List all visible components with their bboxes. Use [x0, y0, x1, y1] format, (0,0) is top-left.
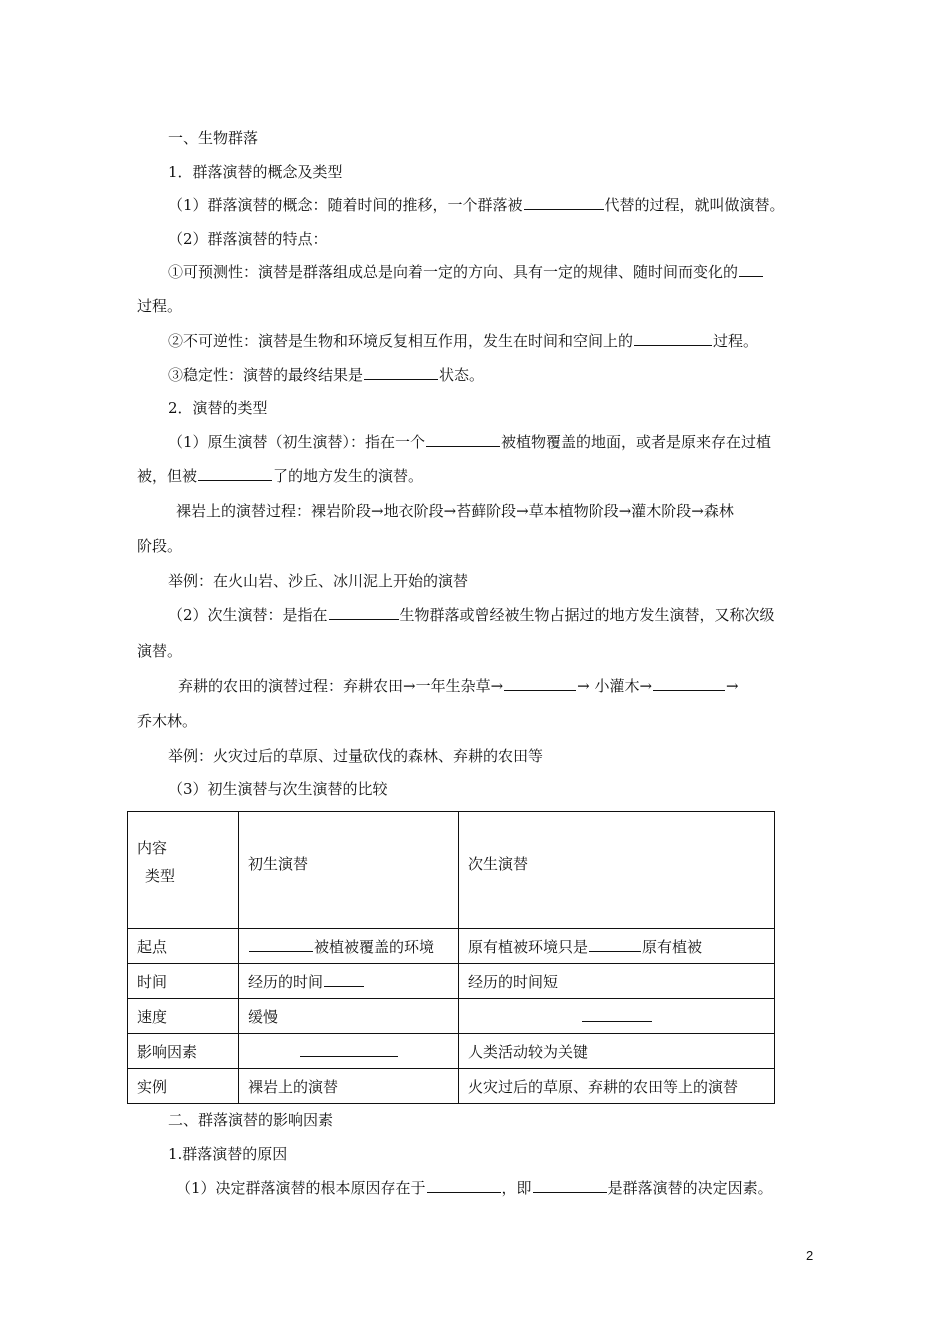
- fill-blank[interactable]: [504, 676, 576, 691]
- paragraph-secondary-cont: 演替。: [137, 642, 183, 660]
- subheading-concept-types: 1．群落演替的概念及类型: [168, 163, 343, 181]
- subheading-causes: 1.群落演替的原因: [168, 1145, 288, 1163]
- table-row: [128, 1069, 775, 1104]
- paragraph-stability: ③稳定性：演替的最终结果是 状态。: [168, 366, 485, 384]
- fill-blank[interactable]: [634, 331, 712, 346]
- paragraph-bare-rock: 裸岩上的演替过程：裸岩阶段→地衣阶段→苔藓阶段→草本植物阶段→灌木阶段→森林: [176, 502, 734, 520]
- row-label: 影响因素: [128, 1034, 239, 1069]
- fill-blank[interactable]: [589, 937, 641, 952]
- fill-blank[interactable]: [249, 937, 313, 952]
- paragraph-bare-rock-cont: 阶段。: [137, 537, 183, 555]
- cell-primary: 缓慢: [239, 999, 459, 1034]
- fill-blank[interactable]: [427, 1178, 501, 1193]
- fill-blank[interactable]: [324, 972, 364, 987]
- fill-blank[interactable]: [300, 1042, 398, 1057]
- cell-secondary: 原有植被环境只是 原有植被: [459, 929, 775, 964]
- fill-blank[interactable]: [198, 466, 272, 481]
- header-primary: 初生演替: [239, 812, 459, 929]
- paragraph-primary: （1）原生演替（初生演替）：指在一个 被植物覆盖的地面，或者是原来存在过植: [168, 433, 772, 451]
- table-header-row: [128, 812, 775, 929]
- fill-blank[interactable]: [426, 432, 500, 447]
- cell-primary: 裸岩上的演替: [239, 1069, 459, 1104]
- section-heading-2: 二、群落演替的影响因素: [168, 1111, 334, 1129]
- paragraph-example-1: 举例：在火山岩、沙丘、冰川泥上开始的演替: [168, 572, 469, 590]
- row-label: 时间: [128, 964, 239, 999]
- paragraph-compare: （3）初生演替与次生演替的比较: [168, 780, 388, 798]
- row-label: 实例: [128, 1069, 239, 1104]
- cell-primary: 被植被覆盖的环境: [239, 929, 459, 964]
- paragraph-example-2: 举例：火灾过后的草原、过量砍伐的森林、弃耕的农田等: [168, 747, 544, 765]
- paragraph-secondary: （2）次生演替：是指在 生物群落或曾经被生物占据过的地方发生演替，又称次级: [168, 606, 775, 624]
- paragraph-concept: （1）群落演替的概念：随着时间的推移，一个群落被 代替的过程，就叫做演替。: [168, 196, 785, 214]
- row-label: 速度: [128, 999, 239, 1034]
- fill-blank[interactable]: [739, 262, 763, 277]
- cell-secondary: 经历的时间短: [459, 964, 775, 999]
- cell-primary: 经历的时间: [239, 964, 459, 999]
- paragraph-traits: （2）群落演替的特点：: [168, 230, 328, 248]
- table-row: [128, 999, 775, 1034]
- paragraph-irreversibility: ②不可逆性：演替是生物和环境反复相互作用，发生在时间和空间上的 过程。: [168, 332, 759, 350]
- fill-blank[interactable]: [364, 365, 438, 380]
- paragraph-farmland: 弃耕的农田的演替过程：弃耕农田→一年生杂草→ → 小灌木→ →: [178, 677, 739, 695]
- subheading-succession-types: 2．演替的类型: [168, 399, 268, 417]
- fill-blank[interactable]: [533, 1178, 607, 1193]
- table-corner-cell: 内容 类型: [128, 812, 239, 929]
- table-row: [128, 929, 775, 964]
- cell-primary: [239, 1034, 459, 1069]
- fill-blank[interactable]: [582, 1007, 652, 1022]
- paragraph-predictability-cont: 过程。: [137, 297, 183, 315]
- cell-secondary: 火灾过后的草原、弃耕的农田等上的演替: [459, 1069, 775, 1104]
- row-label: 起点: [128, 929, 239, 964]
- fill-blank[interactable]: [524, 195, 604, 210]
- cell-secondary: [459, 999, 775, 1034]
- comparison-table: [127, 811, 775, 1104]
- header-secondary: 次生演替: [459, 812, 775, 929]
- section-heading-1: 一、生物群落: [168, 129, 259, 147]
- cell-secondary: 人类活动较为关键: [459, 1034, 775, 1069]
- page-number: 2: [806, 1248, 814, 1263]
- fill-blank[interactable]: [329, 605, 399, 620]
- paragraph-predictability: ①可预测性：演替是群落组成总是向着一定的方向、具有一定的规律、随时间而变化的: [168, 262, 764, 282]
- paragraph-primary-cont: 被，但被 了的地方发生的演替。: [137, 467, 424, 485]
- paragraph-farmland-cont: 乔木林。: [137, 712, 198, 730]
- table-row: [128, 964, 775, 999]
- paragraph-cause: （1）决定群落演替的根本原因存在于 ，即 是群落演替的决定因素。: [176, 1179, 773, 1197]
- table-row: [128, 1034, 775, 1069]
- fill-blank[interactable]: [653, 676, 725, 691]
